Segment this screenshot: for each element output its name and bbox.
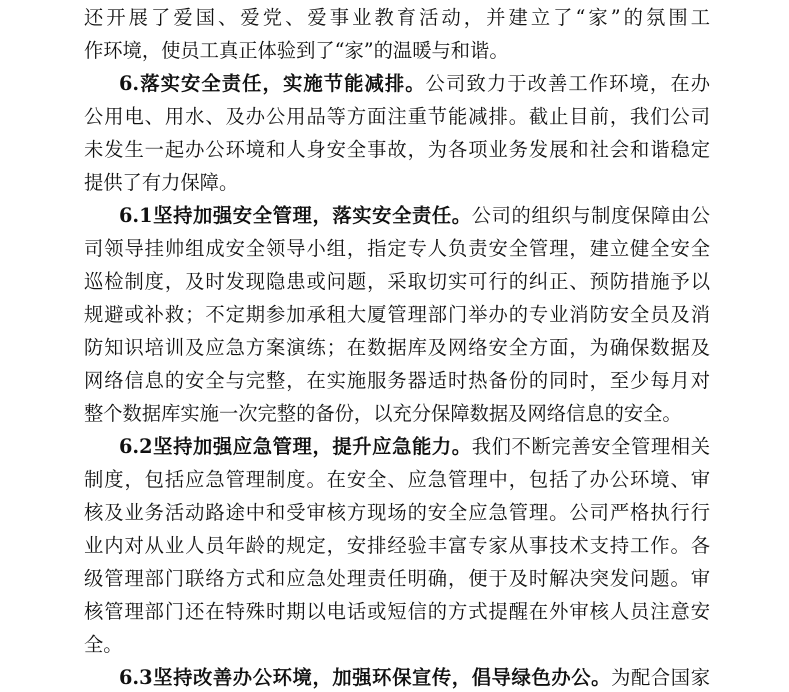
text-line: 业内对从业人员年龄的规定，安排经验丰富专家从事技术支持工作。各: [84, 534, 710, 557]
text-line: 巡检制度，及时发现隐患或问题，采取切实可行的纠正、预防措施予以: [84, 270, 710, 293]
text-line: 未发生一起办公环境和人身安全事故，为各项业务发展和社会和谐稳定: [84, 138, 710, 161]
text-line: 核管理部门还在特殊时期以电话或短信的方式提醒在外审核人员注意安: [84, 600, 710, 623]
section-heading: 6.2坚持加强应急管理，提升应急能力。: [119, 435, 472, 458]
text-line: 防知识培训及应急方案演练；在数据库及网络安全方面，为确保数据及: [84, 336, 710, 359]
text-line: 核及业务活动路途中和受审核方现场的安全应急管理。公司严格执行行: [84, 501, 710, 524]
section-heading-line: 6.1坚持加强安全管理，落实安全责任。公司的组织与制度保障由公: [119, 204, 710, 227]
text-line: 整个数据库实施一次完整的备份，以充分保障数据及网络信息的安全。: [84, 402, 682, 425]
text-line: 网络信息的安全与完整，在实施服务器适时热备份的同时，至少每月对: [84, 369, 710, 392]
text-line: 级管理部门联络方式和应急处理责任明确，便于及时解决突发问题。审: [84, 567, 710, 590]
text-line: 作环境，使员工真正体验到了“家”的温暖与和谐。: [84, 39, 509, 62]
section-heading-line: 6.落实安全责任，实施节能减排。公司致力于改善工作环境，在办: [119, 72, 710, 95]
text-line: 提供了有力保障。: [84, 171, 239, 194]
text-line: 还开展了爱国、爱党、爱事业教育活动，并建立了“家”的氛围工: [84, 6, 710, 29]
text-line: 全。: [84, 633, 123, 656]
section-heading: 6.1坚持加强安全管理，落实安全责任。: [119, 204, 472, 227]
section-heading: 6.落实安全责任，实施节能减排。: [119, 72, 426, 95]
section-heading: 6.3坚持改善办公环境，加强环保宣传，倡导绿色办公。: [119, 666, 612, 689]
text-line: 公用电、用水、及办公用品等方面注重节能减排。截止目前，我们公司: [84, 105, 710, 128]
section-heading-line: 6.2坚持加强应急管理，提升应急能力。我们不断完善安全管理相关: [119, 435, 710, 458]
text-line: 制度，包括应急管理制度。在安全、应急管理中，包括了办公环境、审: [84, 468, 710, 491]
section-heading-line: 6.3坚持改善办公环境，加强环保宣传，倡导绿色办公。为配合国家: [119, 666, 710, 689]
text-line: 规避或补救；不定期参加承租大厦管理部门举办的专业消防安全员及消: [84, 303, 710, 326]
text-line: 司领导挂帅组成安全领导小组，指定专人负责安全管理，建立健全安全: [84, 237, 710, 260]
